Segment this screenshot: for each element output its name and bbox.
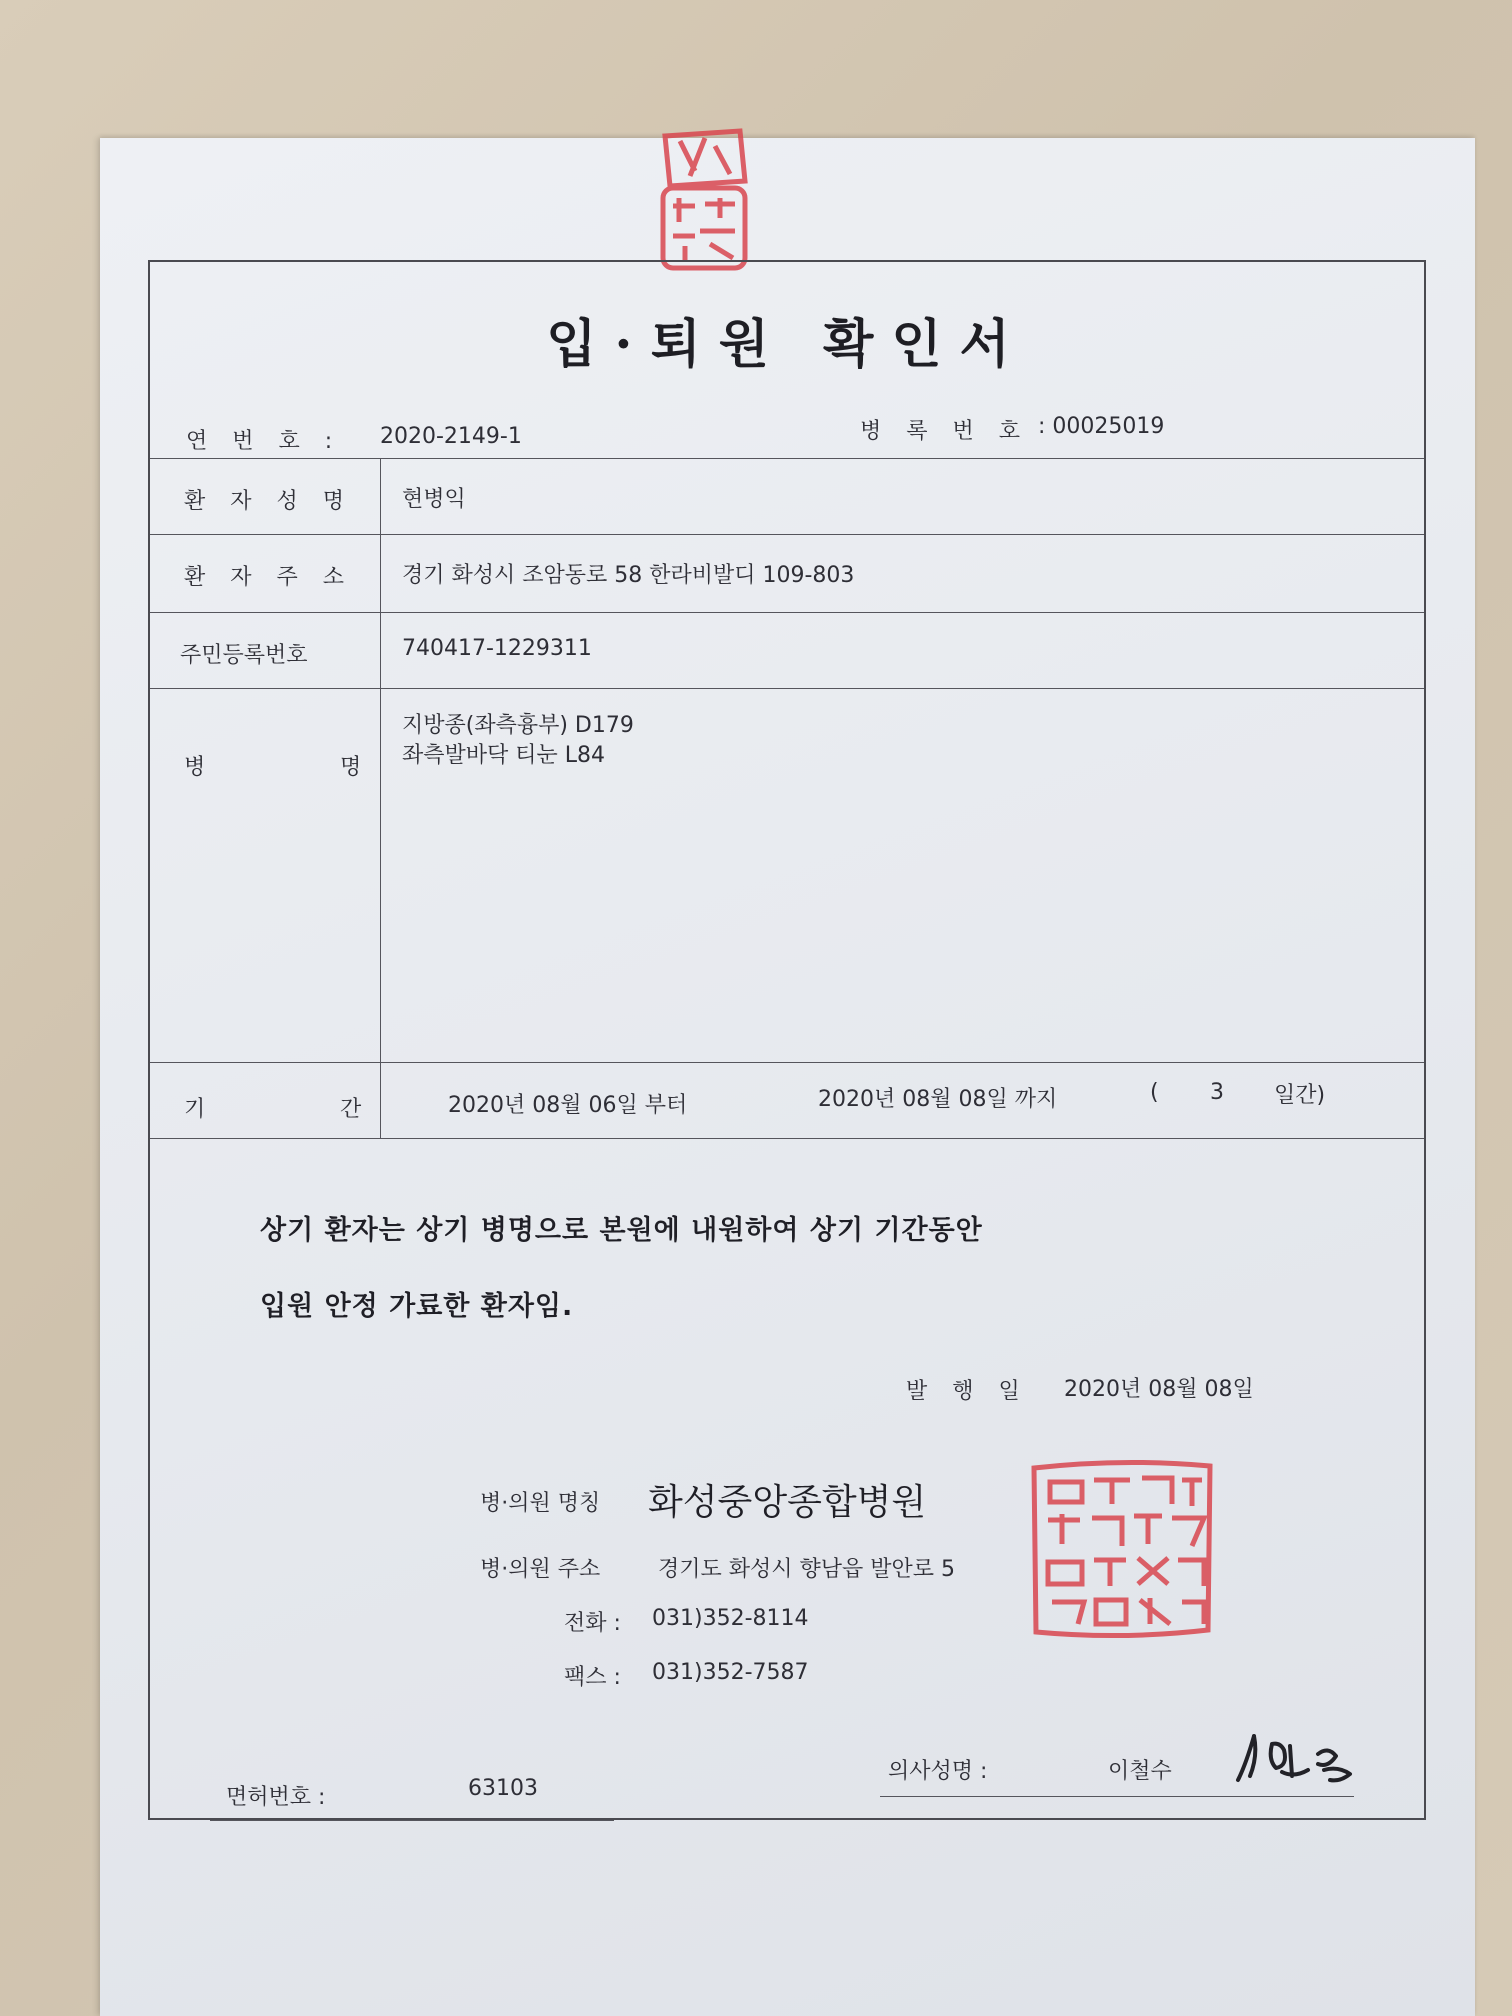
- doctor-signature: [1232, 1726, 1372, 1796]
- period-days-close: 일간): [1274, 1083, 1326, 1108]
- fax-label: 팩스 :: [564, 1665, 621, 1690]
- top-seal-stamp: [645, 126, 765, 276]
- serial-label: 연 번 호 :: [186, 429, 342, 454]
- hospital-name: 화성중앙종합병원: [648, 1482, 927, 1523]
- hospital-address: 경기도 화성시 향남읍 발안로 5: [658, 1557, 955, 1582]
- issue-date-label: 발 행 일: [906, 1379, 1029, 1404]
- hospital-seal-stamp: [1022, 1454, 1222, 1644]
- period-days-open: (: [1150, 1080, 1159, 1105]
- document-sheet: [100, 138, 1475, 2016]
- patient-name-label: 환 자 성 명: [184, 489, 353, 514]
- patient-address-value: 경기 화성시 조암동로 58 한라비발디 109-803: [402, 563, 855, 588]
- period-label-right: 간: [340, 1097, 362, 1122]
- phone-value: 031)352-8114: [652, 1606, 809, 1631]
- period-from: 2020년 08월 06일 부터: [448, 1093, 688, 1118]
- doctor-label: 의사성명 :: [888, 1759, 988, 1784]
- patient-name-value: 현병익: [402, 487, 466, 512]
- statement-line-2: 입원 안정 가료한 환자임.: [260, 1291, 574, 1322]
- diagnosis-line-1: 지방종(좌측흉부) D179: [402, 713, 634, 738]
- record-value: : 00025019: [1038, 414, 1165, 439]
- license-value: 63103: [468, 1776, 538, 1801]
- period-days-value: 3: [1210, 1080, 1224, 1105]
- license-label: 면허번호 :: [226, 1785, 326, 1810]
- period-label-left: 기: [184, 1097, 206, 1122]
- patient-address-label: 환 자 주 소: [184, 565, 353, 590]
- license-underline: [210, 1820, 614, 1821]
- record-label: 병 록 번 호: [860, 419, 1029, 444]
- resident-number-label: 주민등록번호: [180, 643, 308, 668]
- document-frame: [148, 260, 1426, 1820]
- period-to: 2020년 08월 08일 까지: [818, 1087, 1058, 1112]
- document-title: 입·퇴원 확인서: [546, 314, 1028, 375]
- resident-number-value: 740417-1229311: [402, 636, 592, 661]
- diagnosis-line-2: 좌측발바닥 티눈 L84: [402, 743, 606, 768]
- hospital-name-label: 병·의원 명칭: [480, 1491, 601, 1516]
- phone-label: 전화 :: [564, 1611, 621, 1636]
- serial-value: 2020-2149-1: [380, 424, 522, 449]
- hospital-address-label: 병·의원 주소: [480, 1557, 601, 1582]
- issue-date-value: 2020년 08월 08일: [1064, 1377, 1254, 1402]
- diagnosis-label-right: 명: [340, 755, 362, 780]
- doctor-underline: [880, 1796, 1354, 1797]
- diagnosis-label-left: 병: [184, 755, 206, 780]
- fax-value: 031)352-7587: [652, 1660, 809, 1685]
- statement-line-1: 상기 환자는 상기 병명으로 본원에 내원하여 상기 기간동안: [260, 1215, 983, 1246]
- doctor-value: 이철수: [1108, 1759, 1172, 1784]
